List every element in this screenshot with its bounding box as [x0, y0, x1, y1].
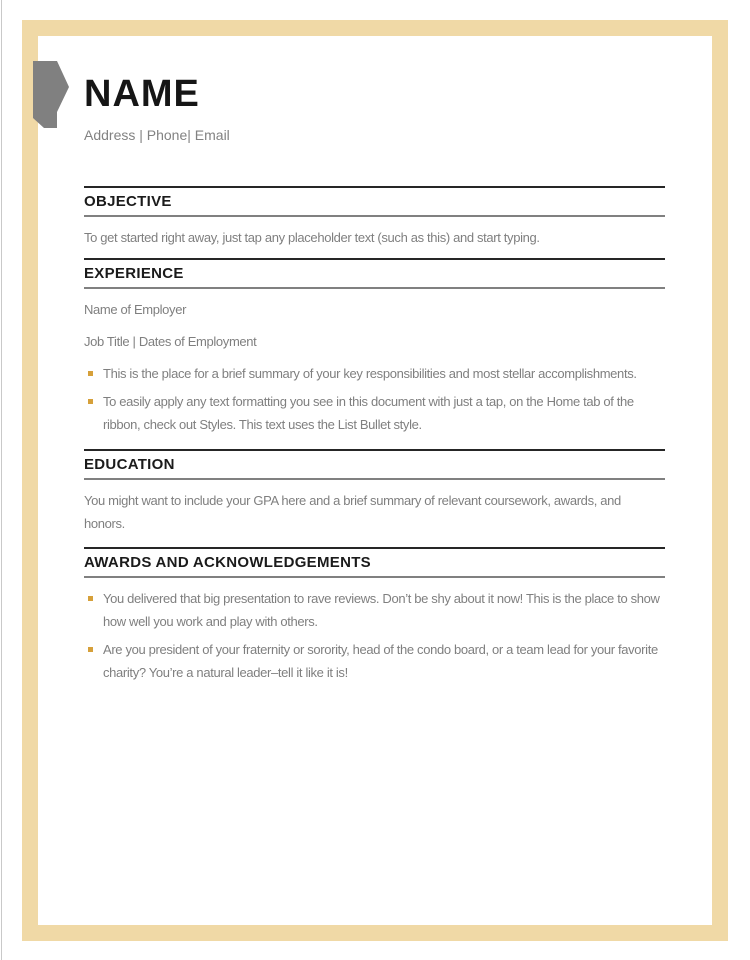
section-title-experience[interactable]: EXPERIENCE — [84, 265, 184, 282]
resume-content — [38, 36, 712, 925]
bullet-square-icon — [88, 596, 93, 601]
contact-placeholder[interactable]: Address | Phone| Email — [84, 127, 230, 143]
section-education — [84, 449, 665, 535]
employer-name-placeholder[interactable]: Name of Employer — [84, 302, 187, 317]
bullet-text: This is the place for a brief summary of your key responsibilities and most stellar accomplishments. — [103, 366, 637, 381]
job-title-dates-placeholder[interactable]: Job Title | Dates of Employment — [84, 334, 257, 349]
window-edge-divider — [1, 0, 2, 960]
objective-paragraph[interactable]: To get started right away, just tap any placeholder text (such as this) and start typing. — [84, 230, 540, 245]
section-title-education[interactable]: EDUCATION — [84, 456, 175, 473]
section-heading-rule — [84, 547, 665, 578]
bullet-square-icon — [88, 647, 93, 652]
bullet-square-icon — [88, 399, 93, 404]
bookmark-ribbon-shape — [33, 61, 69, 128]
section-title-objective[interactable]: OBJECTIVE — [84, 193, 172, 210]
section-heading-rule — [84, 258, 665, 289]
bullet-item[interactable] — [84, 390, 665, 436]
bullet-text: To easily apply any text formatting you see in this document with just a tap, on the Home tab of the ribbon, check out Styles. This text uses the List Bullet style. — [103, 394, 634, 432]
section-heading-rule — [84, 186, 665, 217]
section-experience — [84, 258, 665, 436]
section-objective — [84, 186, 665, 249]
resume-page — [22, 20, 728, 941]
bullet-item[interactable] — [84, 362, 665, 385]
experience-bullet-list — [84, 362, 665, 436]
bullet-text: Are you president of your fraternity or sorority, head of the condo board, or a team lead for your favorite charity? You’re a natural leader–tell it like it is! — [103, 642, 658, 680]
section-heading-rule — [84, 449, 665, 480]
education-paragraph[interactable]: You might want to include your GPA here and a brief summary of relevant coursework, awards, and honors. — [84, 493, 621, 531]
bookmark-ribbon-icon — [33, 61, 69, 128]
bullet-item[interactable] — [84, 587, 665, 633]
section-awards — [84, 547, 665, 684]
awards-bullet-list — [84, 587, 665, 684]
bullet-text: You delivered that big presentation to rave reviews. Don’t be shy about it now! This is the place to show how well you work and play with others. — [103, 591, 660, 629]
section-title-awards[interactable]: AWARDS AND ACKNOWLEDGEMENTS — [84, 554, 371, 571]
name-placeholder[interactable]: NAME — [84, 73, 200, 115]
bullet-square-icon — [88, 371, 93, 376]
bullet-item[interactable] — [84, 638, 665, 684]
